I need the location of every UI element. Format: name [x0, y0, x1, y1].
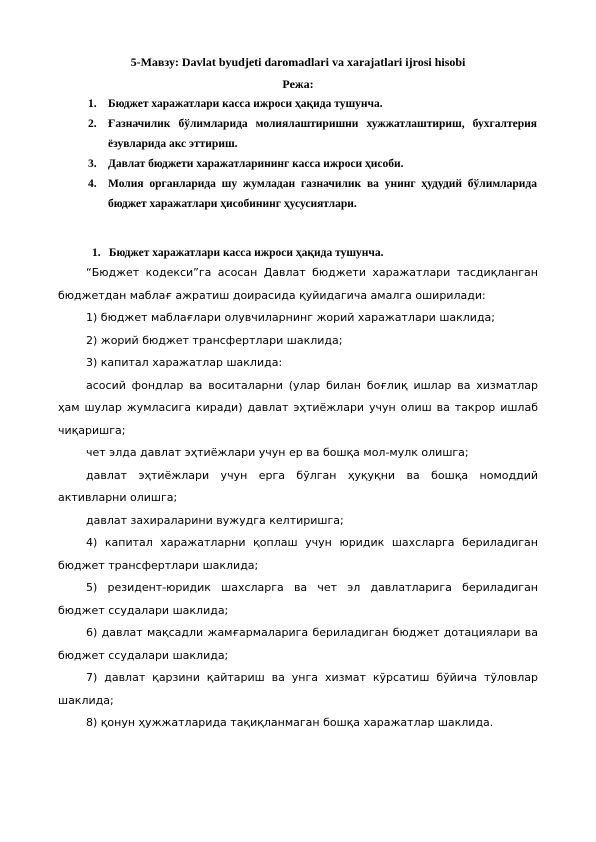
paragraph: “Бюджет кодекси”га асосан Давлат бюджети харажатлари тасдиқланган бюджетдан маблағ ажратиш доирасида қуйидагича амалга оширилади: — [58, 266, 538, 302]
paragraph: 3) капитал харажатлар шаклида: — [86, 356, 283, 369]
paragraph: 6) давлат мақсадли жамғармаларига бериладиган бюджет дотациялари ва бюджет ссудалари шаклида; — [58, 626, 538, 662]
body-text — [58, 262, 538, 735]
plan-item — [88, 154, 537, 174]
section-title: Бюджет харажатлари касса ижроси ҳақида тушунча. — [108, 247, 384, 259]
plan-item-number: 2. — [88, 118, 97, 130]
paragraph: давлат эҳтиёжлари учун ерга бўлган ҳуқуқни ва бошқа номоддий активларни олишга; — [58, 468, 538, 504]
plan-item-number: 3. — [88, 158, 97, 170]
plan-item-text: Молия органларида шу жумладан газначилик ва унинг ҳудудий бўлимларида бюджет харажатлари ҳисобининг ҳусусиятлари. — [108, 178, 537, 210]
plan-item-number: 1. — [88, 98, 97, 110]
paragraph: 7) давлат қарзини қайтариш ва унга хизмат кўрсатиш бўйича тўловлар шаклида; — [58, 671, 538, 707]
plan-item-number: 4. — [88, 178, 97, 190]
paragraph: давлат захираларини вужудга келтиришга; — [86, 513, 344, 527]
plan-item — [88, 174, 537, 214]
plan-item — [88, 94, 537, 114]
paragraph: 5) резидент-юридик шахсларга ва чет эл давлатларига бериладиган бюджет ссудалари шаклида; — [58, 581, 538, 617]
paragraph: 4) капитал харажатларни қоплаш учун юридик шахсларга бериладиган бюджет трансфертлари шаклида; — [58, 536, 538, 572]
plan-item-text: Давлат бюджети харажатларининг касса ижроси ҳисоби. — [108, 158, 404, 170]
paragraph: 1) бюджет маблағлари олувчиларнинг жорий харажатлари шаклида; — [86, 311, 495, 324]
paragraph: чет элда давлат эҳтиёжлари учун ер ва бошқа мол-мулк олишга; — [86, 446, 469, 459]
plan-list — [88, 94, 537, 214]
paragraph: асосий фондлар ва воситаларни (улар билан боғлиқ ишлар ва хизматлар ҳам шулар жумласига киради) давлат эҳтиёжлари учун олиш ва такрор ишлаб чиқаришга; — [58, 378, 538, 437]
paragraph: 2) жорий бюджет трансфертлари шаклида; — [86, 333, 343, 347]
document-title: 5-Мавзу: Davlat byudjeti daromadlari va xarajatlari ijrosi hisobi — [130, 55, 466, 69]
paragraph: 8) қонун ҳужжатларида тақиқланмаган бошқа харажатлар шаклида. — [86, 716, 494, 729]
section-number: 1. — [92, 247, 101, 259]
plan-label: Режа: — [282, 77, 314, 91]
plan-item-text: Бюджет харажатлари касса ижроси ҳақида тушунча. — [108, 98, 383, 110]
section-heading — [92, 245, 384, 261]
plan-item — [88, 114, 537, 154]
plan-item-text: Ғазначилик бўлимларида молиялаштиришни хужжатлаштириш, бухгалтерия ёзувларида акс эттириш. — [108, 118, 537, 150]
